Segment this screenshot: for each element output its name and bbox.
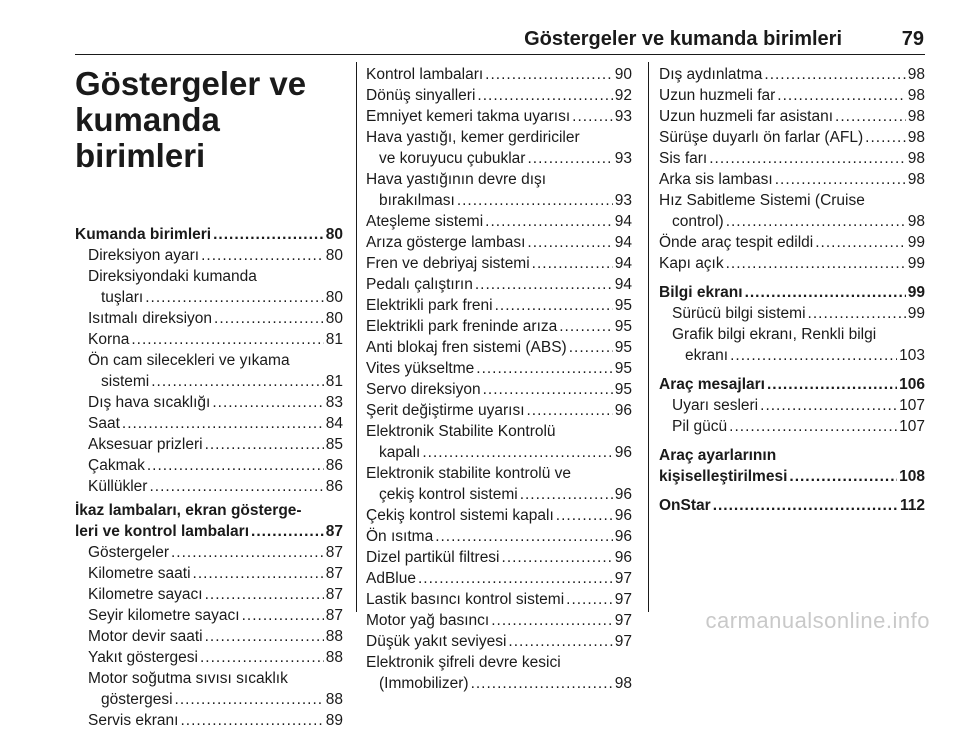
toc-entry[interactable]: Aksesuar prizleri ..... 85 [75, 434, 343, 455]
toc-entry[interactable]: Düşük yakıt seviyesi ..... 97 [366, 631, 632, 652]
watermark: carmanualsonline.info [705, 608, 930, 633]
toc-entry[interactable]: Direksiyon ayarı ..... 80 [75, 245, 343, 266]
toc-entry[interactable]: Servis ekranı ..... 89 [75, 710, 343, 731]
toc-entry[interactable]: Ateşleme sistemi ..... 94 [366, 211, 632, 232]
column-divider-1 [356, 62, 357, 612]
toc-entry[interactable]: bırakılması ..... 93 [366, 190, 632, 211]
page-number: 79 [901, 28, 924, 50]
toc-section-ikaz-lambalari[interactable]: leri ve kontrol lambaları ..... 87 [75, 521, 343, 542]
toc-section-line: Araç ayarlarının [659, 447, 777, 464]
toc-entry-line: Direksiyondaki kumanda [88, 268, 257, 285]
header-rule [75, 54, 925, 55]
toc-entry[interactable]: tuşları ..... 80 [75, 287, 343, 308]
toc-entry[interactable]: Çakmak ..... 86 [75, 455, 343, 476]
toc-entry[interactable]: Dizel partikül filtresi ..... 96 [366, 547, 632, 568]
toc-entry[interactable]: Arıza gösterge lambası ..... 94 [366, 232, 632, 253]
toc-entry[interactable]: Sis farı ..... 98 [659, 148, 925, 169]
running-header [0, 28, 960, 54]
toc-entry[interactable]: ekranı ..... 103 [659, 345, 925, 366]
toc-section-kumanda-birimleri[interactable]: Kumanda birimleri ..... 80 [75, 224, 343, 245]
running-title: Göstergeler ve kumanda birimleri [524, 28, 842, 50]
toc-column-2 [366, 64, 632, 694]
toc-entry[interactable]: Göstergeler ..... 87 [75, 542, 343, 563]
toc-entry[interactable]: Dış aydınlatma ..... 98 [659, 64, 925, 85]
toc-entry[interactable]: Servo direksiyon ..... 95 [366, 379, 632, 400]
toc-entry[interactable]: Pedalı çalıştırın ..... 94 [366, 274, 632, 295]
toc-entry[interactable]: Uzun huzmeli far ..... 98 [659, 85, 925, 106]
toc-entry-line: Elektronik şifreli devre kesici [366, 654, 561, 671]
toc-entry-line: Motor soğutma sıvısı sıcaklık [88, 670, 288, 687]
toc-entry[interactable]: Vites yükseltme ..... 95 [366, 358, 632, 379]
toc-entry[interactable]: Pil gücü ..... 107 [659, 416, 925, 437]
toc-entry[interactable]: kapalı ..... 96 [366, 442, 632, 463]
toc-entry[interactable]: sistemi ..... 81 [75, 371, 343, 392]
toc-entry[interactable]: Motor devir saati ..... 88 [75, 626, 343, 647]
toc-entry[interactable]: Kilometre saati ..... 87 [75, 563, 343, 584]
column-divider-2 [648, 62, 649, 612]
toc-entry[interactable]: Sürücü bilgi sistemi ..... 99 [659, 303, 925, 324]
toc-entry[interactable]: Motor yağ basıncı ..... 97 [366, 610, 632, 631]
toc-entry[interactable]: Uyarı sesleri ..... 107 [659, 395, 925, 416]
toc-entry[interactable]: Kontrol lambaları ..... 90 [366, 64, 632, 85]
toc-entry-line: Elektronik Stabilite Kontrolü [366, 423, 556, 440]
toc-entry-line: Ön cam silecekleri ve yıkama [88, 352, 290, 369]
toc-entry[interactable]: Emniyet kemeri takma uyarısı ..... 93 [366, 106, 632, 127]
toc-entry[interactable]: Şerit değiştirme uyarısı ..... 96 [366, 400, 632, 421]
toc-entry[interactable]: Isıtmalı direksiyon ..... 80 [75, 308, 343, 329]
toc-entry[interactable]: Saat ..... 84 [75, 413, 343, 434]
toc-entry[interactable]: Sürüşe duyarlı ön farlar (AFL) ..... 98 [659, 127, 925, 148]
toc-entry[interactable]: Dönüş sinyalleri ..... 92 [366, 85, 632, 106]
toc-entry-line: Grafik bilgi ekranı, Renkli bilgi [672, 326, 877, 343]
toc-column-3 [659, 64, 925, 516]
toc-section-line: İkaz lambaları, ekran gösterge- [75, 502, 302, 519]
toc-entry-line: Elektronik stabilite kontrolü ve [366, 465, 572, 482]
toc-entry[interactable]: Seyir kilometre sayacı ..... 87 [75, 605, 343, 626]
toc-entry-line: Hava yastığının devre dışı [366, 171, 547, 188]
toc-entry[interactable]: Kapı açık ..... 99 [659, 253, 925, 274]
toc-entry[interactable]: Kilometre sayacı ..... 87 [75, 584, 343, 605]
toc-entry[interactable]: Çekiş kontrol sistemi kapalı ..... 96 [366, 505, 632, 526]
toc-entry[interactable]: göstergesi ..... 88 [75, 689, 343, 710]
toc-entry[interactable]: Lastik basıncı kontrol sistemi ..... 97 [366, 589, 632, 610]
toc-entry[interactable]: Ön ısıtma ..... 96 [366, 526, 632, 547]
toc-section-arac-mesajlari[interactable]: Araç mesajları ..... 106 [659, 374, 925, 395]
toc-entry[interactable]: AdBlue ..... 97 [366, 568, 632, 589]
toc-entry[interactable]: Küllükler ..... 86 [75, 476, 343, 497]
toc-entry[interactable]: Korna ..... 81 [75, 329, 343, 350]
toc-entry[interactable]: Elektrikli park freni ..... 95 [366, 295, 632, 316]
toc-entry[interactable]: (Immobilizer) ..... 98 [366, 673, 632, 694]
toc-entry[interactable]: Dış hava sıcaklığı ..... 83 [75, 392, 343, 413]
toc-entry-line: Hız Sabitleme Sistemi (Cruise [659, 192, 865, 209]
toc-section-arac-ayarlari[interactable]: kişiselleştirilmesi ..... 108 [659, 466, 925, 487]
toc-entry[interactable]: Elektrikli park freninde arıza ..... 95 [366, 316, 632, 337]
toc-entry[interactable]: ve koruyucu çubuklar ..... 93 [366, 148, 632, 169]
toc-entry[interactable]: Arka sis lambası ..... 98 [659, 169, 925, 190]
toc-entry[interactable]: Yakıt göstergesi ..... 88 [75, 647, 343, 668]
toc-section-onstar[interactable]: OnStar ..... 112 [659, 495, 925, 516]
toc-entry[interactable]: Anti blokaj fren sistemi (ABS) ..... 95 [366, 337, 632, 358]
toc-section-bilgi-ekrani[interactable]: Bilgi ekranı ..... 99 [659, 282, 925, 303]
toc-entry[interactable]: Fren ve debriyaj sistemi ..... 94 [366, 253, 632, 274]
toc-entry[interactable]: control) ..... 98 [659, 211, 925, 232]
toc-entry-line: Hava yastığı, kemer gerdiriciler [366, 129, 580, 146]
toc-column-1 [75, 64, 343, 731]
toc-entry[interactable]: çekiş kontrol sistemi ..... 96 [366, 484, 632, 505]
chapter-title: Göstergeler ve kumanda birimleri [75, 65, 307, 174]
toc-entry[interactable]: Uzun huzmeli far asistanı ..... 98 [659, 106, 925, 127]
toc-entry[interactable]: Önde araç tespit edildi ..... 99 [659, 232, 925, 253]
